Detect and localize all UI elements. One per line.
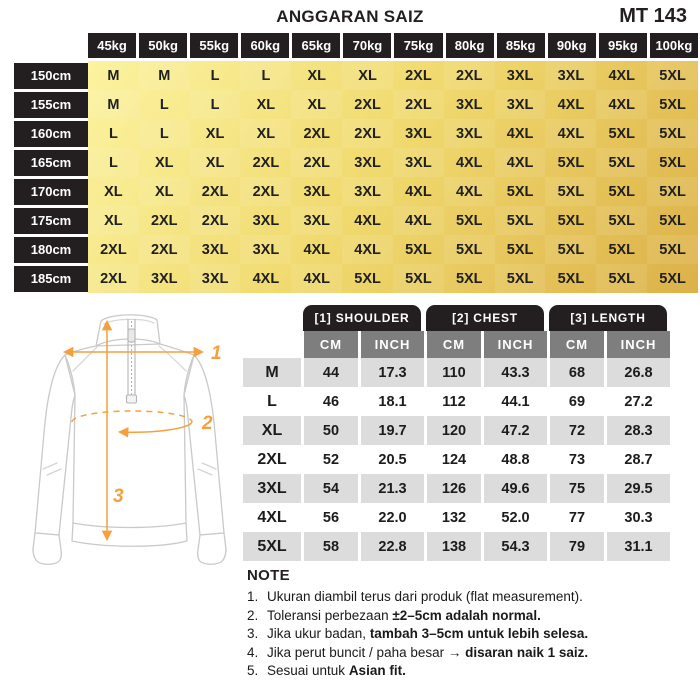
note-item bbox=[247, 625, 683, 644]
size-grid-cell: 5XL bbox=[608, 125, 636, 142]
diagram-label-1: 1 bbox=[211, 343, 222, 364]
weight-header-row bbox=[88, 33, 698, 58]
size-grid-cell: 5XL bbox=[647, 177, 698, 206]
size-grid-cell: 5XL bbox=[455, 270, 483, 287]
size-grid-cell: 5XL bbox=[393, 264, 444, 293]
measurement-value-cell: 79 bbox=[547, 532, 604, 561]
size-grid-cell: 2XL bbox=[291, 148, 342, 177]
size-grid-cell: 3XL bbox=[342, 177, 393, 206]
size-grid-cell: 2XL bbox=[393, 90, 444, 119]
size-grid-cell: 4XL bbox=[444, 177, 495, 206]
measurement-row bbox=[243, 416, 670, 445]
size-grid-cell: 5XL bbox=[647, 235, 698, 264]
measurement-value-cell: 124 bbox=[424, 445, 481, 474]
measurement-group-tab: [3] LENGTH bbox=[549, 305, 667, 331]
size-grid-cell: XL bbox=[240, 119, 291, 148]
note-item bbox=[247, 644, 683, 663]
note-text-regular: Ukuran diambil terus dari produk (flat measurement). bbox=[267, 589, 583, 604]
size-grid-cell: 2XL bbox=[190, 206, 241, 235]
note-text bbox=[267, 644, 588, 663]
measurement-value-cell: 44 bbox=[301, 358, 358, 387]
size-grid-cell: 5XL bbox=[608, 183, 636, 200]
size-grid-cell: 2XL bbox=[252, 154, 280, 171]
measurement-value-cell: 31.1 bbox=[604, 532, 670, 561]
measurement-value-cell: 30.3 bbox=[604, 503, 670, 532]
measurement-value-cell: 27.2 bbox=[604, 387, 670, 416]
note-item bbox=[247, 588, 683, 607]
size-grid-cell: XL bbox=[139, 177, 190, 206]
measurement-value-cell: 120 bbox=[424, 416, 481, 445]
size-grid-cell: 2XL bbox=[88, 264, 139, 293]
measurement-value-cell: 48.8 bbox=[481, 445, 547, 474]
note-text bbox=[267, 625, 588, 644]
unit-header-cell: INCH bbox=[481, 331, 547, 358]
notes-section bbox=[247, 567, 683, 681]
size-grid-cell: 5XL bbox=[659, 270, 686, 287]
size-grid-cell: L bbox=[210, 67, 220, 84]
weight-header-cell: 80kg bbox=[446, 33, 494, 58]
measurement-value-cell: 69 bbox=[547, 387, 604, 416]
weight-header-cell: 85kg bbox=[497, 33, 545, 58]
measurement-value-cell: 49.6 bbox=[481, 474, 547, 503]
size-grid-cell: 5XL bbox=[495, 264, 546, 293]
note-number: 1. bbox=[247, 589, 259, 604]
measurement-value-cell: 126 bbox=[424, 474, 481, 503]
size-grid-cell: 5XL bbox=[659, 212, 686, 229]
note-text-regular: Jika ukur badan, bbox=[267, 626, 370, 642]
measurement-group-tab: [2] CHEST bbox=[426, 305, 544, 331]
note-text-bold: tambah 3–5cm untuk lebih selesa. bbox=[369, 626, 589, 642]
size-grid-cell: 3XL bbox=[354, 154, 381, 171]
page-title: ANGGARAN SAIZ bbox=[276, 7, 424, 26]
size-grid-cell: 4XL bbox=[545, 119, 596, 148]
measurement-value-cell: 44.1 bbox=[481, 387, 547, 416]
size-grid-cell: XL bbox=[307, 67, 326, 84]
size-label-cell: 4XL bbox=[243, 503, 301, 532]
weight-header-cell: 60kg bbox=[241, 33, 289, 58]
measurement-value-cell: 46 bbox=[301, 387, 358, 416]
measurement-value-cell: 75 bbox=[547, 474, 604, 503]
measurement-value-cell: 132 bbox=[424, 503, 481, 532]
measurement-value-cell: 110 bbox=[424, 358, 481, 387]
quarter-zip-sweater-illustration bbox=[25, 303, 235, 575]
measurement-value-cell: 52 bbox=[301, 445, 358, 474]
weight-header-cell: 90kg bbox=[548, 33, 596, 58]
note-number: 2. bbox=[247, 607, 259, 623]
note-text bbox=[267, 588, 583, 607]
measurement-value-cell: 77 bbox=[547, 503, 604, 532]
measurement-row bbox=[243, 474, 670, 503]
measurement-row bbox=[243, 503, 670, 532]
size-chart-body bbox=[14, 61, 698, 293]
size-grid-cell: 5XL bbox=[557, 270, 585, 287]
size-grid-cell: M bbox=[107, 67, 120, 84]
height-label-cell: 170cm bbox=[14, 179, 88, 205]
size-grid-cell: M bbox=[139, 61, 190, 90]
size-grid-cell: L bbox=[159, 96, 169, 113]
size-grid-cell: 5XL bbox=[444, 235, 495, 264]
unit-header-cell: INCH bbox=[604, 331, 670, 358]
measurement-row bbox=[243, 445, 670, 474]
size-grid-cell: 3XL bbox=[506, 67, 534, 84]
size-grid-cell: 3XL bbox=[545, 61, 596, 90]
size-grid bbox=[88, 61, 698, 293]
measurement-value-cell: 73 bbox=[547, 445, 604, 474]
height-label-cell: 180cm bbox=[14, 237, 88, 263]
weight-header-cell: 100kg bbox=[650, 33, 698, 58]
unit-header-spacer bbox=[243, 331, 301, 358]
size-label-cell: XL bbox=[243, 416, 301, 445]
size-grid-cell: 5XL bbox=[647, 61, 698, 90]
measurement-value-cell: 22.0 bbox=[358, 503, 424, 532]
diagram-label-2: 2 bbox=[202, 413, 213, 434]
size-grid-cell: 4XL bbox=[342, 235, 393, 264]
size-label-cell: 5XL bbox=[243, 532, 301, 561]
size-estimation-chart bbox=[14, 33, 698, 293]
size-grid-cell: 4XL bbox=[455, 154, 483, 171]
size-grid-cell: 4XL bbox=[608, 67, 636, 84]
garment-diagram bbox=[25, 303, 235, 575]
note-number: 3. bbox=[247, 626, 259, 642]
size-grid-cell: 3XL bbox=[444, 119, 495, 148]
size-grid-cell: 5XL bbox=[455, 212, 483, 229]
size-grid-cell: 5XL bbox=[659, 96, 686, 113]
size-grid-cell: 5XL bbox=[557, 154, 585, 171]
weight-header-cell: 75kg bbox=[394, 33, 442, 58]
zipper bbox=[127, 319, 137, 403]
measurement-value-cell: 20.5 bbox=[358, 445, 424, 474]
measurement-value-cell: 56 bbox=[301, 503, 358, 532]
size-grid-cell: M bbox=[88, 90, 139, 119]
size-grid-cell: 2XL bbox=[201, 183, 229, 200]
size-grid-cell: 3XL bbox=[190, 264, 241, 293]
measurement-value-cell: 28.3 bbox=[604, 416, 670, 445]
measurement-row bbox=[243, 532, 670, 561]
note-text-regular: Jika perut buncit / paha besar → bbox=[267, 644, 466, 660]
size-grid-cell: XL bbox=[88, 206, 139, 235]
size-grid-cell: 2XL bbox=[303, 125, 331, 142]
measurement-value-cell: 54 bbox=[301, 474, 358, 503]
size-grid-cell: 3XL bbox=[393, 148, 444, 177]
measurement-row bbox=[243, 387, 670, 416]
measurement-value-cell: 17.3 bbox=[358, 358, 424, 387]
measurement-value-cell: 28.7 bbox=[604, 445, 670, 474]
size-label-cell: L bbox=[243, 387, 301, 416]
size-grid-cell: 2XL bbox=[100, 241, 127, 258]
product-code: MT 143 bbox=[619, 5, 687, 27]
size-grid-cell: L bbox=[190, 90, 241, 119]
size-grid-cell: 5XL bbox=[405, 241, 432, 258]
size-grid-cell: XL bbox=[104, 183, 123, 200]
size-grid-cell: XL bbox=[154, 154, 174, 171]
size-grid-cell: 4XL bbox=[252, 270, 280, 287]
unit-header-cell: CM bbox=[547, 331, 604, 358]
size-grid-cell: 5XL bbox=[608, 241, 636, 258]
size-grid-cell: 2XL bbox=[240, 177, 291, 206]
size-grid-cell: L bbox=[108, 125, 118, 142]
size-grid-cell: 5XL bbox=[545, 177, 596, 206]
unit-header-row bbox=[243, 331, 670, 358]
size-grid-cell: 3XL bbox=[291, 206, 342, 235]
size-grid-cell: 3XL bbox=[252, 212, 280, 229]
measurement-value-cell: 21.3 bbox=[358, 474, 424, 503]
note-text-bold: Asian fit. bbox=[348, 663, 406, 679]
note-item bbox=[247, 662, 683, 681]
measurement-table bbox=[243, 305, 670, 561]
note-text-regular: Sesuai untuk bbox=[267, 663, 349, 679]
size-grid-cell: 3XL bbox=[455, 96, 483, 113]
weight-header-cell: 70kg bbox=[343, 33, 391, 58]
height-label-cell: 165cm bbox=[14, 150, 88, 176]
height-label-cell: 160cm bbox=[14, 121, 88, 147]
size-grid-cell: 2XL bbox=[150, 212, 178, 229]
measurement-value-cell: 50 bbox=[301, 416, 358, 445]
measurement-value-cell: 18.1 bbox=[358, 387, 424, 416]
size-grid-cell: 5XL bbox=[596, 148, 647, 177]
measurement-value-cell: 19.7 bbox=[358, 416, 424, 445]
measurement-tab-row bbox=[243, 305, 670, 331]
size-grid-cell: 5XL bbox=[495, 206, 546, 235]
measurement-value-cell: 138 bbox=[424, 532, 481, 561]
size-grid-cell: XL bbox=[190, 148, 241, 177]
measurement-group-tab: [1] SHOULDER bbox=[303, 305, 421, 331]
size-grid-cell: 3XL bbox=[495, 90, 546, 119]
size-grid-cell: L bbox=[139, 119, 190, 148]
size-grid-cell: 5XL bbox=[596, 206, 647, 235]
height-label-cell: 185cm bbox=[14, 266, 88, 292]
size-grid-cell: XL bbox=[256, 96, 276, 113]
weight-header-cell: 65kg bbox=[292, 33, 340, 58]
size-label-cell: M bbox=[243, 358, 301, 387]
size-grid-cell: 4XL bbox=[303, 241, 331, 258]
tab-row-spacer bbox=[243, 305, 301, 331]
size-grid-cell: 4XL bbox=[405, 183, 432, 200]
size-grid-cell: 4XL bbox=[557, 96, 585, 113]
note-text bbox=[267, 662, 406, 681]
size-grid-cell: L bbox=[88, 148, 139, 177]
size-grid-cell: XL bbox=[205, 125, 225, 142]
note-item bbox=[247, 607, 683, 626]
size-grid-cell: 3XL bbox=[240, 235, 291, 264]
note-list bbox=[247, 588, 683, 681]
height-label-column bbox=[14, 61, 88, 293]
size-grid-cell: 3XL bbox=[150, 270, 178, 287]
size-grid-cell: 4XL bbox=[354, 212, 381, 229]
size-grid-cell: 3XL bbox=[405, 125, 432, 142]
measurement-value-cell: 47.2 bbox=[481, 416, 547, 445]
note-number: 4. bbox=[247, 644, 259, 660]
measurement-rows bbox=[243, 358, 670, 561]
measurement-value-cell: 54.3 bbox=[481, 532, 547, 561]
measurement-value-cell: 26.8 bbox=[604, 358, 670, 387]
measurement-value-cell: 58 bbox=[301, 532, 358, 561]
note-text-regular: Toleransi perbezaan bbox=[267, 607, 393, 623]
size-grid-cell: 5XL bbox=[596, 264, 647, 293]
height-label-cell: 150cm bbox=[14, 63, 88, 89]
weight-header-cell: 55kg bbox=[190, 33, 238, 58]
size-label-cell: 2XL bbox=[243, 445, 301, 474]
measurement-value-cell: 52.0 bbox=[481, 503, 547, 532]
size-grid-cell: 4XL bbox=[506, 125, 534, 142]
measurement-value-cell: 68 bbox=[547, 358, 604, 387]
size-grid-cell: 4XL bbox=[596, 90, 647, 119]
size-grid-cell: 5XL bbox=[647, 119, 698, 148]
note-number: 5. bbox=[247, 663, 259, 679]
unit-header-cell: INCH bbox=[358, 331, 424, 358]
size-grid-cell: 2XL bbox=[444, 61, 495, 90]
unit-header-cell: CM bbox=[424, 331, 481, 358]
size-grid-cell: 5XL bbox=[354, 270, 381, 287]
size-grid-cell: 5XL bbox=[506, 183, 534, 200]
weight-header-cell: 45kg bbox=[88, 33, 136, 58]
measurement-value-cell: 112 bbox=[424, 387, 481, 416]
note-text bbox=[267, 607, 541, 626]
size-grid-cell: 3XL bbox=[201, 241, 229, 258]
size-grid-cell: 2XL bbox=[342, 119, 393, 148]
size-grid-cell: 2XL bbox=[354, 96, 381, 113]
note-text-bold: ±2–5cm adalah normal. bbox=[392, 607, 541, 623]
size-grid-cell: L bbox=[240, 61, 291, 90]
size-grid-cell: 2XL bbox=[405, 67, 432, 84]
height-label-cell: 175cm bbox=[14, 208, 88, 234]
size-grid-cell: XL bbox=[291, 90, 342, 119]
note-text-bold: disaran naik 1 saiz. bbox=[465, 644, 589, 660]
measurement-value-cell: 22.8 bbox=[358, 532, 424, 561]
size-grid-cell: 5XL bbox=[557, 212, 585, 229]
unit-header-cell: CM bbox=[301, 331, 358, 358]
measurement-value-cell: 43.3 bbox=[481, 358, 547, 387]
size-grid-cell: XL bbox=[342, 61, 393, 90]
weight-header-cell: 50kg bbox=[139, 33, 187, 58]
size-grid-cell: 5XL bbox=[545, 235, 596, 264]
measurement-value-cell: 72 bbox=[547, 416, 604, 445]
size-grid-cell: 4XL bbox=[291, 264, 342, 293]
height-label-cell: 155cm bbox=[14, 92, 88, 118]
measurement-row bbox=[243, 358, 670, 387]
size-grid-cell: 4XL bbox=[495, 148, 546, 177]
size-grid-cell: 3XL bbox=[303, 183, 331, 200]
size-grid-cell: 4XL bbox=[393, 206, 444, 235]
diagram-label-3: 3 bbox=[113, 486, 124, 507]
measurement-value-cell: 29.5 bbox=[604, 474, 670, 503]
weight-header-cell: 95kg bbox=[599, 33, 647, 58]
size-grid-cell: 5XL bbox=[506, 241, 534, 258]
size-label-cell: 3XL bbox=[243, 474, 301, 503]
size-grid-cell: 5XL bbox=[659, 154, 686, 171]
notes-heading: NOTE bbox=[247, 567, 290, 584]
size-grid-cell: 2XL bbox=[139, 235, 190, 264]
